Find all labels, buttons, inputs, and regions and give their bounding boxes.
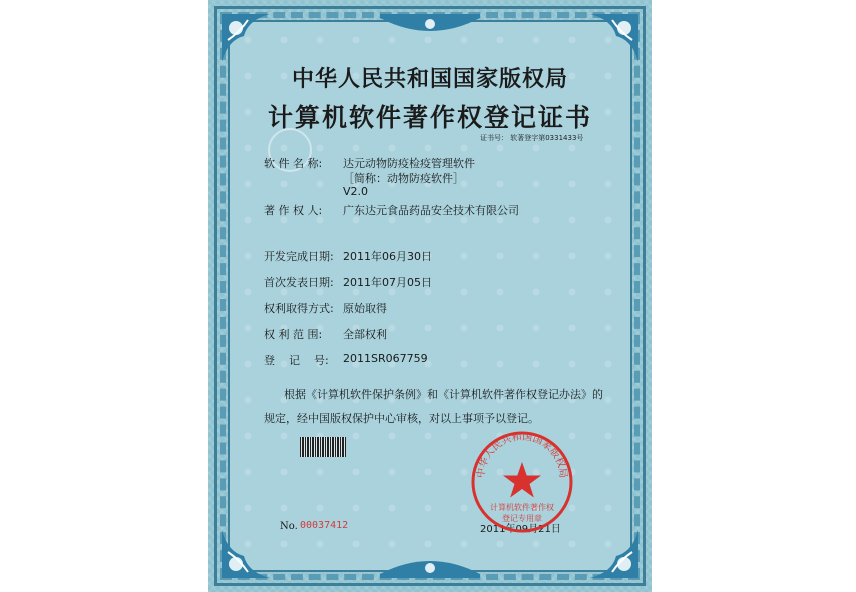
field-label-acquisition: 权利取得方式: <box>264 302 334 315</box>
corner-ornament-icon <box>586 526 642 582</box>
field-value-publish-date: 2011年07月05日 <box>343 276 432 289</box>
field-value-short-name: ［简称：动物防疫软件］ <box>343 172 464 185</box>
corner-ornament-icon <box>218 526 274 582</box>
field-value-software-name: 达元动物防疫检疫管理软件 <box>343 157 475 170</box>
field-label-registration-no: 登 记 号: <box>264 354 329 367</box>
issuer-title: 中华人民共和国国家版权局 <box>291 67 568 92</box>
statement-line-2: 规定，经中国版权保护中心审核，对以上事项予以登记。 <box>264 412 539 425</box>
certificate-ref: 证书号： 软著登字第0331433号 <box>480 134 584 142</box>
corner-ornament-icon <box>218 10 274 66</box>
serial-number: 00037412 <box>300 520 349 531</box>
field-label-software-name: 软 件 名 称: <box>264 157 323 170</box>
field-value-scope: 全部权利 <box>343 328 387 341</box>
field-value-acquisition: 原始取得 <box>343 302 387 315</box>
field-label-publish-date: 首次发表日期: <box>264 276 334 289</box>
field-value-completion-date: 2011年06月30日 <box>343 250 432 263</box>
bottom-ornament-icon <box>380 554 480 578</box>
field-label-completion-date: 开发完成日期: <box>264 250 334 263</box>
barcode-icon <box>300 437 346 457</box>
seal-line-1: 计算机软件著作权 <box>490 503 554 512</box>
certificate-title: 计算机软件著作权登记证书 <box>267 103 592 132</box>
top-ornament-icon <box>380 14 480 38</box>
serial-label: No. <box>280 521 298 532</box>
corner-ornament-icon <box>586 10 642 66</box>
certificate <box>208 0 652 592</box>
seal-line-2: 登记专用章 <box>502 514 542 523</box>
field-value-owner: 广东达元食品药品安全技术有限公司 <box>343 204 519 217</box>
field-value-version: V2.0 <box>343 185 369 198</box>
official-seal <box>470 430 574 534</box>
statement-line-1: 根据《计算机软件保护条例》和《计算机软件著作权登记办法》的 <box>284 388 603 401</box>
field-value-registration-no: 2011SR067759 <box>343 352 428 365</box>
seal-ring-text: 中华人民共和国国家版权局 <box>475 431 569 479</box>
issue-date: 2011年09月21日 <box>480 524 561 535</box>
field-label-scope: 权 利 范 围: <box>264 328 323 341</box>
field-label-owner: 著 作 权 人: <box>264 204 323 217</box>
seal-star-icon <box>503 462 541 498</box>
